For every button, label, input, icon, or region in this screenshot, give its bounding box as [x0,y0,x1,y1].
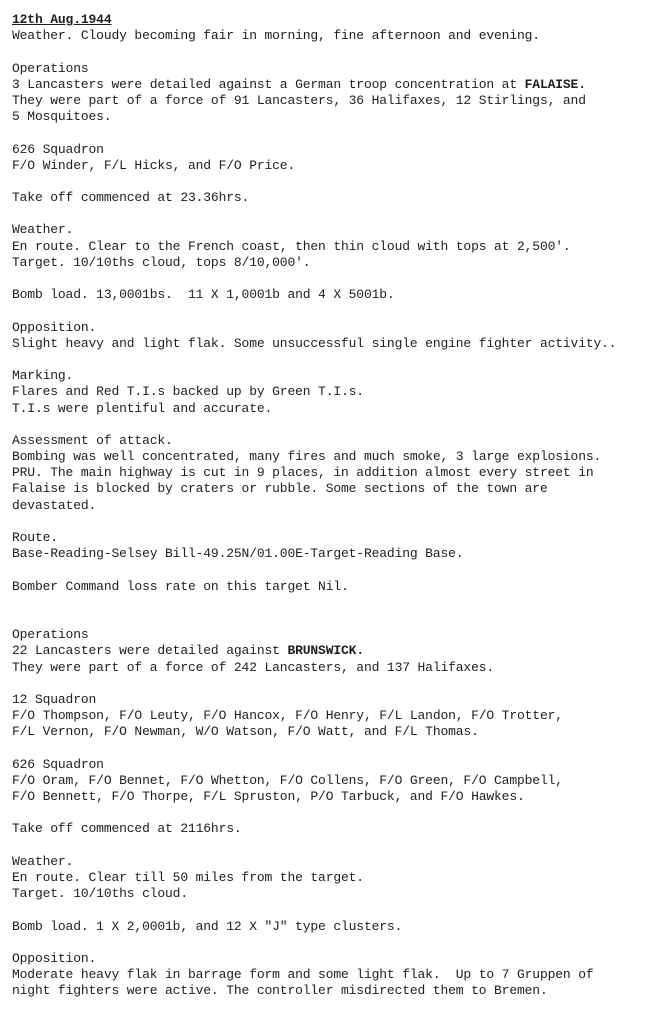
brunswick-target: BRUNSWICK. [287,643,364,659]
spacer [12,676,642,692]
falaise-assessment: Falaise is blocked by craters or rubble. Some sections of the town are [12,481,548,497]
brunswick-detail [12,643,642,659]
spacer [12,417,642,433]
spacer [12,805,642,821]
falaise-bomb-load: Bomb load. 13,0001bs. 11 X 1,0001b and 4 X 5001b. [12,287,395,303]
brunswick-weather-heading: Weather. [12,853,74,869]
spacer [12,44,642,60]
weather-summary: Weather. Cloudy becoming fair in morning, fine afternoon and evening. [12,28,540,44]
spacer [12,595,642,611]
falaise-weather-route: En route. Clear to the French coast, then thin cloud with tops at 2,500'. [12,238,571,254]
spacer [12,740,642,756]
falaise-detail [12,77,642,93]
falaise-crews: F/O Winder, F/L Hicks, and F/O Price. [12,157,296,173]
falaise-assessment: Bombing was well concentrated, many fires and much smoke, 3 large explosions. [12,449,602,465]
brunswick-operations-heading: Operations [12,627,89,643]
falaise-target: FALAISE. [524,76,586,92]
falaise-operations-heading: Operations [12,60,89,76]
brunswick-squadron-626: 626 Squadron [12,756,104,772]
brunswick-crews-626: F/O Bennett, F/O Thorpe, F/L Spruston, P/O Tarbuck, and F/O Hawkes. [12,789,525,804]
falaise-marking: Flares and Red T.I.s backed up by Green T.I.s. [12,384,364,400]
brunswick-weather-route: En route. Clear till 50 miles from the target. [12,869,364,885]
brunswick-weather-target: Target. 10/10ths cloud. [12,886,188,902]
spacer [12,125,642,141]
brunswick-bomb-load: Bomb load. 1 X 2,0001b, and 12 X "J" type clusters. [12,918,403,934]
falaise-assessment: PRU. The main highway is cut in 9 places, in addition almost every street in [12,465,594,481]
brunswick-crews-626: F/O Oram, F/O Bennet, F/O Whetton, F/O Collens, F/O Green, F/O Campbell, [12,772,563,788]
brunswick-opposition-heading: Opposition. [12,950,97,966]
falaise-weather-heading: Weather. [12,222,74,238]
falaise-force-line: 5 Mosquitoes. [12,109,112,125]
brunswick-opposition: night fighters were active. The controller misdirected them to Bremen. [12,983,548,999]
entry-date: 12th Aug.1944 [12,12,112,27]
spacer [12,352,642,368]
falaise-marking: T.I.s were plentiful and accurate. [12,400,273,416]
brunswick-crews-12: F/L Vernon, F/O Newman, W/O Watson, F/O Watt, and F/L Thomas. [12,724,479,740]
document-page [12,12,642,999]
spacer [12,838,642,854]
brunswick-squadron-12: 12 Squadron [12,691,97,707]
brunswick-crews-12: F/O Thompson, F/O Leuty, F/O Hancox, F/O Henry, F/L Landon, F/O Trotter, [12,708,563,724]
spacer [12,902,642,918]
brunswick-detail-text: 22 Lancasters were detailed against [12,643,288,659]
falaise-assessment: devastated. [12,497,97,513]
falaise-assessment-heading: Assessment of attack. [12,432,173,448]
spacer [12,514,642,530]
falaise-squadron: 626 Squadron [12,141,104,157]
spacer [12,611,642,627]
falaise-marking-heading: Marking. [12,368,74,384]
brunswick-opposition: Moderate heavy flak in barrage form and some light flak. Up to 7 Gruppen of [12,967,594,983]
spacer [12,271,642,287]
falaise-route-heading: Route. [12,530,58,545]
falaise-loss-rate: Bomber Command loss rate on this target Nil. [12,578,349,594]
spacer [12,562,642,578]
brunswick-takeoff: Take off commenced at 2116hrs. [12,821,242,837]
falaise-weather-target: Target. 10/10ths cloud, tops 8/10,000'. [12,254,311,270]
brunswick-force-line: They were part of a force of 242 Lancasters, and 137 Halifaxes. [12,659,495,675]
spacer [12,174,642,190]
spacer [12,206,642,222]
spacer [12,303,642,319]
falaise-route: Base-Reading-Selsey Bill-49.25N/01.00E-Target-Reading Base. [12,546,464,562]
falaise-takeoff: Take off commenced at 23.36hrs. [12,190,250,206]
falaise-opposition-heading: Opposition. [12,319,97,335]
falaise-detail-text: 3 Lancasters were detailed against a German troop concentration at [12,76,525,92]
falaise-force-line: They were part of a force of 91 Lancasters, 36 Halifaxes, 12 Stirlings, and [12,92,586,108]
falaise-opposition: Slight heavy and light flak. Some unsuccessful single engine fighter activity.. [12,335,617,351]
spacer [12,935,642,951]
